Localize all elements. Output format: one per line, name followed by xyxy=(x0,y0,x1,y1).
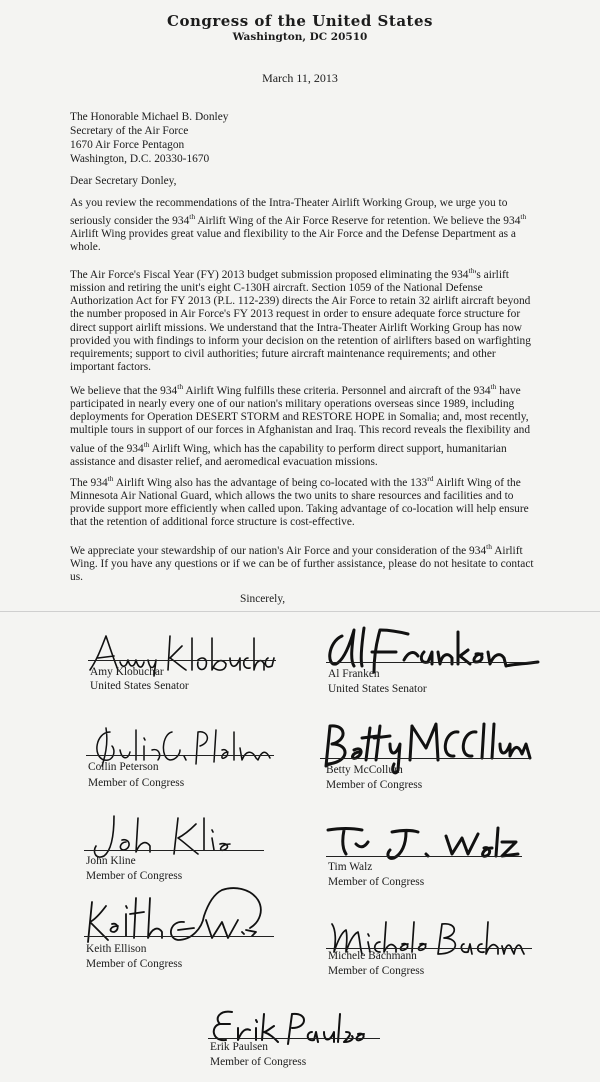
letterhead xyxy=(0,12,600,43)
signatory-name: Betty McCollum xyxy=(326,764,403,776)
letterhead-title: Congress of the United States xyxy=(167,12,433,30)
signatory-title: United States Senator xyxy=(328,683,427,695)
recipient-name: The Honorable Michael B. Donley xyxy=(70,111,229,123)
paragraph-5: We appreciate your stewardship of our nation's Air Force and your consideration of the 934th Airlift Wing. If you have any questions or if we can be of further assistance, please do not hesitate to contact us. xyxy=(70,542,534,584)
signatory-title: Member of Congress xyxy=(328,876,425,888)
paragraph-2: The Air Force's Fiscal Year (FY) 2013 budget submission proposed eliminating the 934th's airlift mission and retiring the unit's eight C-130H aircraft. Section 1059 of the National Defense Authorization Act for FY 2013 (P.L. 112-239) directs the Air Force to retain 32 airlift aircraft beyond the number proposed in Air Force's FY 2013 request in order to ensure adequate force structure for direct support airlift missions. We understand that the Intra-Theater Airlift Working Group has now provided you with findings to inform your decision on the retention of airlifters based on warfighting requirements; support to civil authorities; future aircraft maintenance requirements; and other important factors. xyxy=(70,266,531,374)
signature-line xyxy=(84,850,264,851)
signature-line xyxy=(320,758,530,759)
signatory-title: Member of Congress xyxy=(86,870,183,882)
paragraph-4: The 934th Airlift Wing also has the advantage of being co-located with the 133rd Airlift Wing of the Minnesota Air National Guard, which allows the two units to share resources and facilities and to provide support more efficiently when called upon. Taking advantage of co-location will help ensure that the retention of additional force structure is cost-effective. xyxy=(70,474,529,529)
signatory-title: Member of Congress xyxy=(326,779,423,791)
signatory-title: Member of Congress xyxy=(86,958,183,970)
signatory-title: Member of Congress xyxy=(210,1056,307,1068)
closing: Sincerely, xyxy=(240,593,286,605)
signatory-name: Erik Paulsen xyxy=(210,1041,268,1053)
salutation: Dear Secretary Donley, xyxy=(70,175,177,187)
signatory-name: Michele Bachmann xyxy=(328,950,417,962)
signatory-name: Collin Peterson xyxy=(88,761,159,773)
letter-date: March 11, 2013 xyxy=(262,71,338,85)
signature-line xyxy=(86,755,274,756)
signature-ellison xyxy=(74,880,274,950)
signatory-title: Member of Congress xyxy=(88,777,185,789)
signatory-title: Member of Congress xyxy=(328,965,425,977)
recipient-street: 1670 Air Force Pentagon xyxy=(70,139,185,151)
signatory-name: Amy Klobuchar xyxy=(90,666,164,678)
letterhead-city: Washington, DC 20510 xyxy=(232,31,368,43)
page-fold-divider xyxy=(0,611,600,612)
recipient-city: Washington, D.C. 20330-1670 xyxy=(70,153,210,165)
signature-line xyxy=(326,856,522,857)
signature-line xyxy=(88,660,276,661)
signatory-name: John Kline xyxy=(86,855,136,867)
signatory-title: United States Senator xyxy=(90,680,189,692)
recipient-address xyxy=(70,110,540,166)
signatory-name: Tim Walz xyxy=(328,861,373,873)
paragraph-3: We believe that the 934th Airlift Wing fulfills these criteria. Personnel and aircraft of the 934th have participated in nearly every one of our nation's military operations overseas since 1989, including deployments for Operation DESERT STORM and RESTORE HOPE in Somalia; and, most recently, multiple tours in support of our forces in Afghanistan and Iraq. This record reveals the flexibility and value of the 934th Airlift Wing, which has the capability to perform direct support, humanitarian assistance and disaster relief, and aeromedical evacuation missions. xyxy=(70,382,531,468)
signatory-name: Keith Ellison xyxy=(86,943,147,955)
recipient-title: Secretary of the Air Force xyxy=(70,125,189,137)
paragraph-1: As you review the recommendations of the Intra-Theater Airlift Working Group, we urge you to seriously consider the 934th Airlift Wing of the Air Force Reserve for retention. We believe the 934th Airlift Wing provides great value and flexibility to the Air Force and the Defense Department as a whole. xyxy=(70,197,527,254)
signature-line xyxy=(208,1038,380,1039)
signatory-name: Al Franken xyxy=(328,668,380,680)
signature-line xyxy=(84,936,274,937)
signature-line xyxy=(326,662,536,663)
signature-line xyxy=(326,948,532,949)
